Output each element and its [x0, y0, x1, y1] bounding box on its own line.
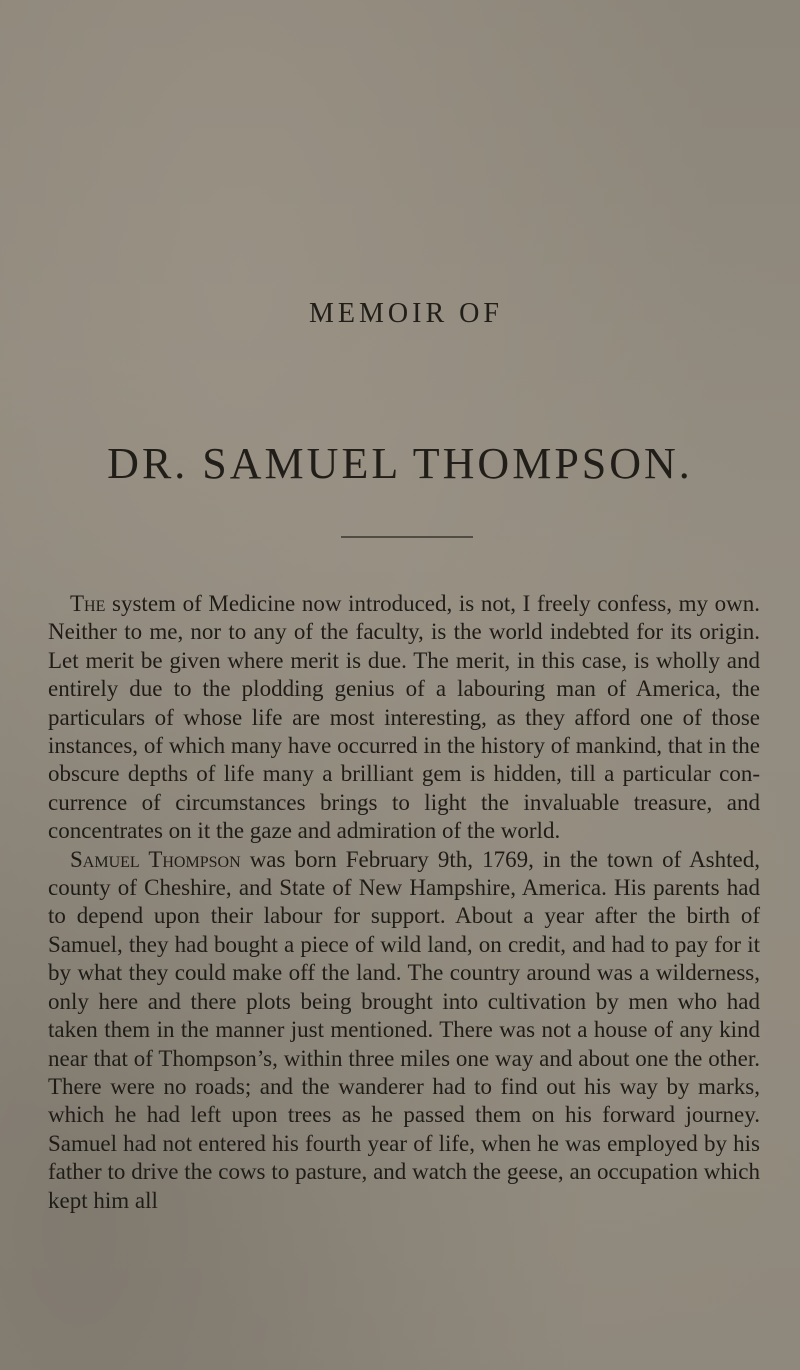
- memoir-heading: MEMOIR OF: [309, 298, 503, 329]
- section-divider: [341, 536, 473, 538]
- paragraph-lead: The: [70, 591, 106, 616]
- paragraph: [48, 846, 760, 1215]
- paragraph-text: was born February 9th, 1769, in the town of Ashted, county of Cheshire, and State of New Hampshire, America. His parents had to depend upon their labour for support. About a year after the birth of Samuel, they had bought a piece of wild land, on credit, and had to pay for it by what they could make off the land. The country around was a wilderness, only here and there plots being brought into cultivation by men who had taken them in the manner just mentioned. There was not a house of any kind near that of Thompson’s, within three miles one way and about one the other. There were no roads; and the wanderer had to find out his way by marks, which he had left upon trees as he passed them on his forward journey. Samuel had not entered his fourth year of life, when he was employed by his father to drive the cows to pasture, and watch the geese, an occupation which kept him all: [48, 846, 760, 1213]
- paragraph: [48, 590, 760, 846]
- paragraph-text: system of Medicine now introduced, is not, I freely confess, my own. Neither to me, nor to any of the faculty, is the world indebted for its origin. Let merit be given where merit is due. The merit, in this case, is wholly and entirely due to the plodding genius of a labouring man of America, the particulars of whose life are most interesting, as they afford one of those instances, of which many have occurred in the history of mankind, that in the obscure depths of life many a brilliant gem is hidden, till a particular con-currence of circumstances brings to light the invaluable treasure, and concentrates on it the gaze and admiration of the world.: [48, 591, 760, 844]
- body-text: [48, 590, 760, 1215]
- paragraph-lead: Samuel Thompson: [70, 846, 241, 872]
- subject-name-heading: DR. SAMUEL THOMPSON.: [107, 439, 693, 488]
